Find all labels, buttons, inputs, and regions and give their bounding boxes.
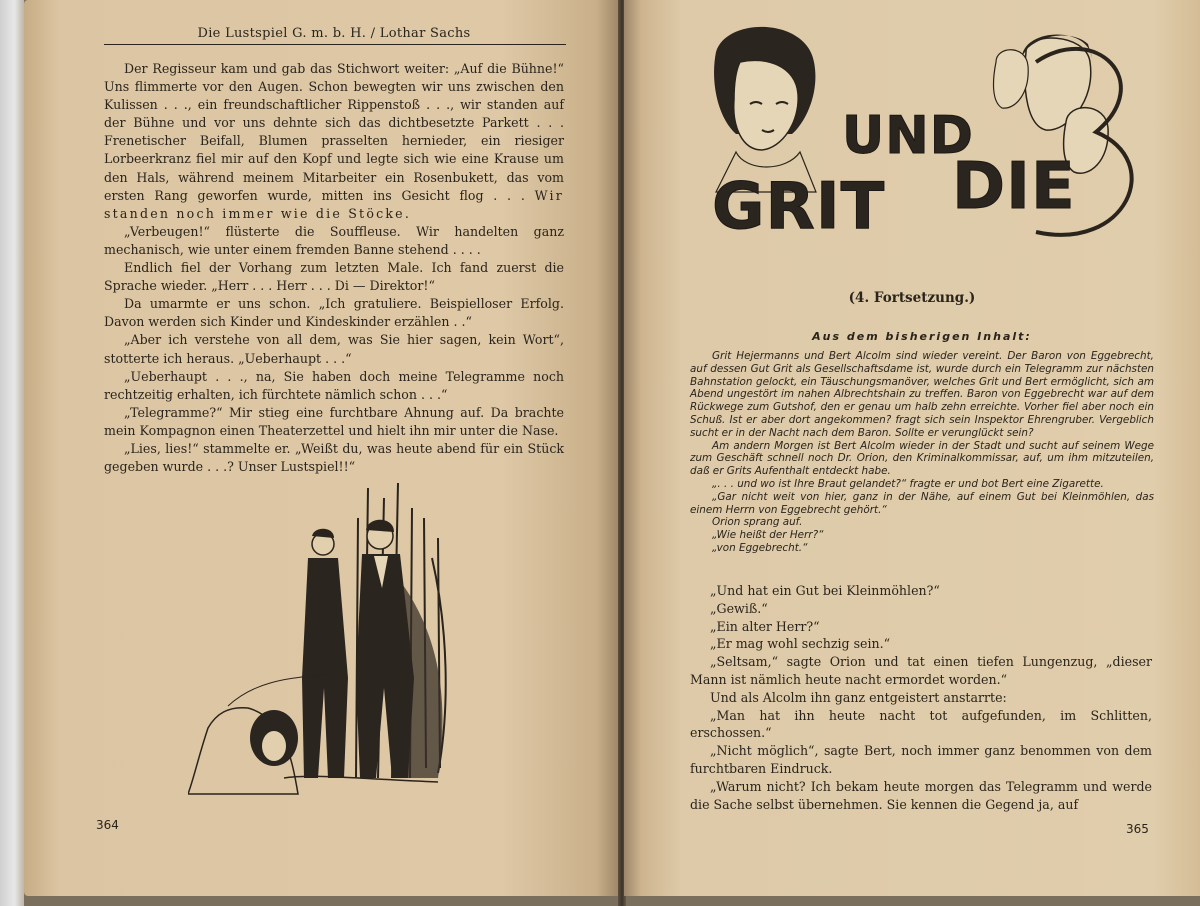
title-word-die: DIE bbox=[952, 150, 1076, 224]
page-number-right: 365 bbox=[1126, 822, 1149, 836]
paragraph: „Und hat ein Gut bei Kleinmöhlen?“ bbox=[710, 583, 940, 598]
summary-paragraph: „von Eggebrecht.“ bbox=[712, 541, 808, 554]
header-rule bbox=[104, 44, 566, 45]
paragraph: „Telegramme?“ Mir stieg eine furchtbare Ahnung auf. Da brachte mein Kompagnon einen Theaterzettel und hielt ihn mir unter die Nase. bbox=[104, 404, 564, 438]
paragraph: „Er mag wohl sechzig sein.“ bbox=[710, 636, 891, 652]
title-word-und: UND bbox=[842, 106, 974, 166]
paragraph: „Ueberhaupt . . ., na, Sie haben doch meine Telegramme noch rechtzeitig erhalten, ich fürchtete nämlich schon . . .“ bbox=[104, 368, 564, 402]
summary-paragraph: „Gar nicht weit von hier, ganz in der Nähe, auf einem Gut bei Kleinmöhlen, das einem Herrn von Eggebrecht gehört.“ bbox=[690, 490, 1154, 516]
summary-paragraph: Grit Hejermanns und Bert Alcolm sind wieder vereint. Der Baron von Eggebrecht, auf dessen Gut Grit als Gesellschaftsdame ist, wurde durch ein Telegramm zur nächsten Bahnstation gelockt, ein Täuschungsmanöver, welches Grit und Bert ermöglicht, sich am Abend ungestört im nahen Albrechtshain zu treffen. Baron von Eggebrecht war auf dem Rückwege zum Gutshof, den er genau um halb zehn erreichte. Vorher fiel aber noch ein Schuß. Ist er aber dort angekommen? fragt sich sein Inspektor Ehrengruber. Vergeblich sucht er in der Nacht nach dem Baron. Sollte er verunglückt sein? bbox=[690, 350, 1154, 439]
paragraph: „Verbeugen!“ flüsterte die Souffleuse. Wir handelten ganz mechanisch, wie unter einem fremden Banne stehend . . . . bbox=[104, 223, 564, 257]
summary-text bbox=[690, 350, 1154, 555]
paragraph: „Warum nicht? Ich bekam heute morgen das Telegramm und werde die Sache selbst übernehmen. Sie kennen die Gegend ja, auf bbox=[690, 778, 1152, 812]
paragraph: „Lies, lies!“ stammelte er. „Weißt du, was heute abend für ein Stück gegeben wurde . . .? Unser Lustspiel!!“ bbox=[104, 440, 564, 475]
summary-paragraph: Orion sprang auf. bbox=[712, 516, 803, 529]
summary-paragraph: Am andern Morgen ist Bert Alcolm wieder in der Stadt und sucht auf seinem Wege zum Geschäft schnell noch Dr. Orion, den Kriminalkommissar, auf, um ihm mitzuteilen, daß er Grits Aufenthalt entdeckt habe. bbox=[690, 439, 1154, 478]
page-number-left: 364 bbox=[96, 818, 119, 832]
right-page-text bbox=[690, 582, 1152, 813]
running-header: Die Lustspiel G. m. b. H. / Lothar Sachs bbox=[197, 26, 471, 41]
paragraph: „Ein alter Herr?“ bbox=[710, 618, 820, 634]
paragraph: „Nicht möglich“, sagte Bert, noch immer ganz benommen von dem furchtbaren Eindruck. bbox=[690, 743, 1152, 776]
background-edge bbox=[0, 0, 24, 906]
paragraph: „Aber ich verstehe von all dem, was Sie hier sagen, kein Wort“, stotterte ich heraus. „Ueberhaupt . . .“ bbox=[104, 332, 564, 366]
summary-paragraph: „. . . und wo ist Ihre Braut gelandet?“ fragte er und bot Bert eine Zigarette. bbox=[712, 477, 1104, 490]
summary-heading: Aus dem bisherigen Inhalt: bbox=[812, 330, 1032, 343]
paragraph: „Man hat ihn heute nacht tot aufgefunden, im Schlitten, erschossen.“ bbox=[690, 707, 1152, 741]
paragraph: „Gewiß.“ bbox=[710, 600, 768, 616]
paragraph: Endlich fiel der Vorhang zum letzten Male. Ich fand zuerst die Sprache wieder. „Herr . . . Herr . . . Di — Direktor!“ bbox=[104, 260, 564, 294]
paragraph: „Seltsam,“ sagte Orion und tat einen tiefen Lungenzug, „dieser Mann ist nämlich heute nacht ermordet worden.“ bbox=[690, 654, 1152, 687]
spaced-phrase: Wir standen noch immer wie die Stöcke. bbox=[104, 187, 564, 221]
summary-paragraph: „Wie heißt der Herr?“ bbox=[712, 529, 824, 542]
paragraph: Der Regisseur kam und gab das Stichwort weiter: „Auf die Bühne!“ Uns flimmerte vor den Augen. Schon bewegten wir uns zwischen den Kulissen . . ., ein freundschaftlicher Rippenstoß . . ., wir standen auf der Bühne und vor uns dehnte sich das dichtbesetzte Parkett . . . Frenetischer Beifall, Blumen prasselten hernieder, ein riesiger Lorbeerkranz fiel mir auf den Kopf und legte sich wie eine Krause um den Hals, während meinem Mitarbeiter ein Rosenbukett, das vom ersten Rang geworfen wurde, mitten ins Gesicht flog . . . Wir standen noch immer wie die Stöcke. bbox=[104, 61, 564, 221]
title-word-grit: GRIT bbox=[712, 170, 886, 244]
stage-illustration bbox=[188, 478, 468, 798]
installment-label: (4. Fortsetzung.) bbox=[848, 290, 976, 306]
left-page-text bbox=[104, 60, 564, 476]
paragraph: Und als Alcolm ihn ganz entgeistert anstarrte: bbox=[710, 689, 1007, 705]
paragraph: Da umarmte er uns schon. „Ich gratuliere. Beispielloser Erfolg. Davon werden sich Kinder und Kindeskinder erzählen . .“ bbox=[104, 296, 564, 330]
